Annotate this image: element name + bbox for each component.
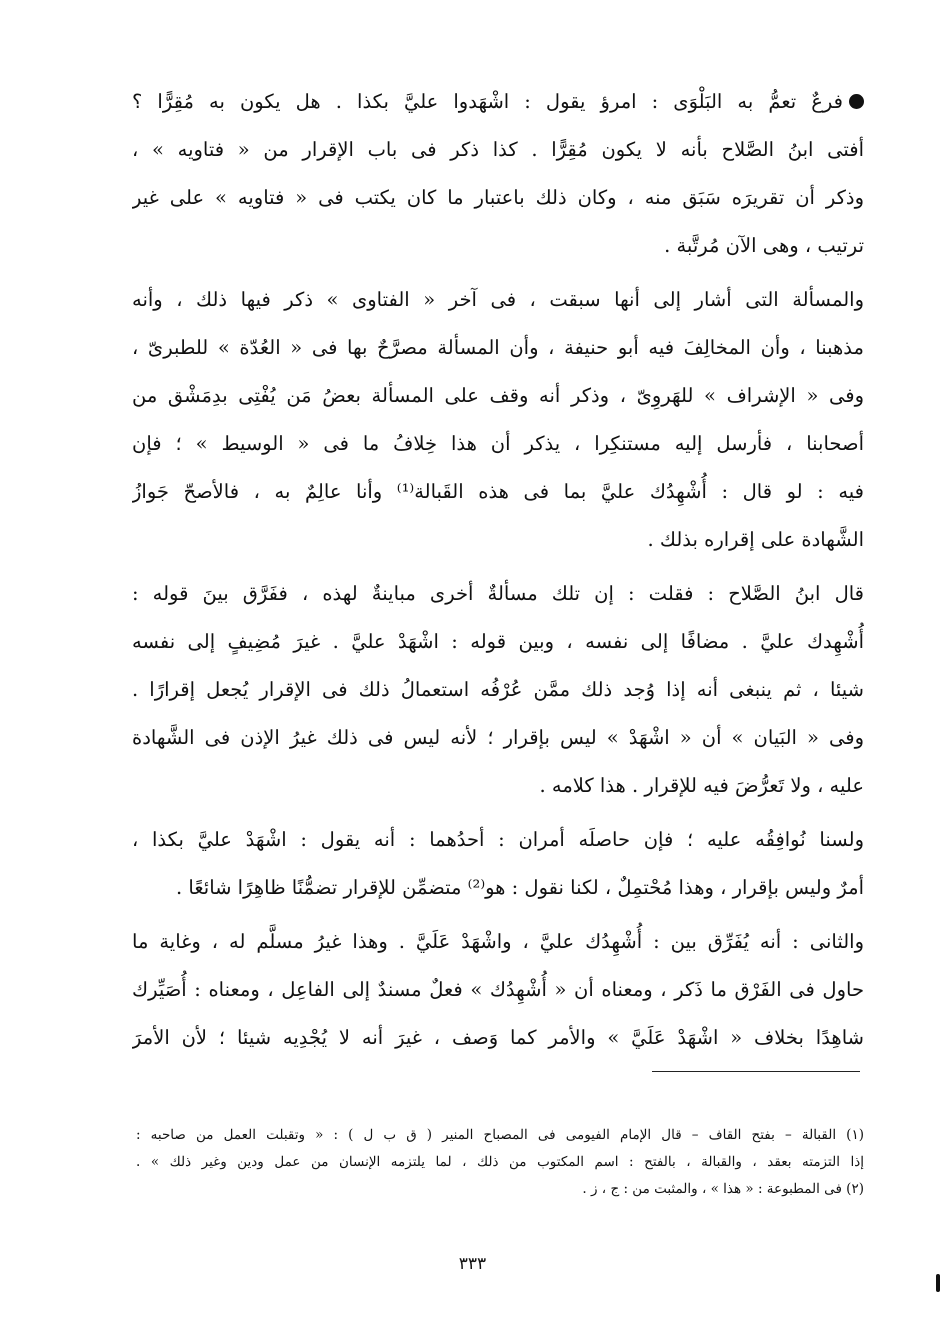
text-line: أُشْهِدك عليَّ . مضافًا إلى نفسه ، وبين قوله : اشْهَدْ عليَّ . غيرَ مُضِيفٍ إلى نفسه bbox=[132, 630, 864, 653]
footnote-line: (٢) فى المطبوعة : « هذا » ، والمثبت من : ج ، ز . bbox=[582, 1181, 864, 1197]
text-line: أصحابنا ، فأرسل إليه مستنكِرا ، يذكر أن هذا خِلافُ ما فى « الوسيط » ؛ فإن bbox=[132, 432, 864, 455]
footnotes bbox=[136, 1122, 864, 1203]
main-text bbox=[132, 78, 864, 1068]
text-line: وفى « الإشراف » للهَروِىّ ، وذكر أنه وقف على المسألة بعضُ مَن يُفْتِى بدِمَشْق من bbox=[132, 384, 864, 407]
footnote-line: (١) القبالة – بفتح القاف – قال الإمام الفيومى فى المصباح المنير ( ق ب ل ) : « وتقبلت العمل من صاحبه : bbox=[136, 1127, 864, 1143]
text-line: قال ابنُ الصَّلاح : فقلت : إن تلك مسألةٌ أخرى مباينةٌ لهذه ، ففَرَّق بينَ قوله : bbox=[132, 582, 864, 605]
text-line: والمسألة التى أشار إلى أنها سبقت ، فى آخر « الفتاوى » ذكر فيها ذلك ، وأنه bbox=[132, 288, 864, 311]
text-line: وذكر أن تقريرَه سَبَق منه ، وكان ذلك باعتبار ما كان يكتب فى « فتاويه » على غير bbox=[132, 186, 864, 209]
bullet-icon bbox=[849, 94, 864, 109]
text-line: والثانى : أنه يُفَرِّق بين : أُشْهِدُك عليَّ ، واشْهَدْ عَلَيَّ . وهذا غيرُ مسلَّم له ، وغاية ما bbox=[132, 930, 864, 953]
text-line: شاهِدًا بخلاف « اشْهَدْ عَلَيَّ » والأمر كما وَصف ، غيرَ أنه لا يُجْدِيه شيئا ؛ لأن الأمرَ bbox=[132, 1026, 864, 1049]
text-line: ولسنا نُوافِقُه عليه ؛ فإن حاصلَه أمران : أحدُهما : أنه يقول : اشْهَدْ عليَّ بكذا ، bbox=[132, 828, 864, 851]
paragraph-4 bbox=[132, 816, 864, 912]
text-line: فرعٌ تعمُّ به البَلْوَى : امرؤ يقول : اشْهَدوا عليَّ بكذا . هل يكون به مُقِرًّا ؟ bbox=[132, 78, 864, 126]
paragraph-5 bbox=[132, 918, 864, 1062]
text-line: ترتيب ، وهى الآن مُرتَّبة . bbox=[664, 234, 864, 257]
text-line: أفتى ابنُ الصَّلاح بأنه لا يكون مُقِرًّا . كذا ذكر فى باب الإقرار من « فتاويه » ، bbox=[132, 138, 864, 161]
paragraph-2 bbox=[132, 276, 864, 564]
scan-edge-mark bbox=[936, 1274, 940, 1292]
footnote-line: إذا التزمته بعقد ، والقبالة ، بالفتح : اسم المكتوب من ذلك ، لما يلتزمه الإنسان من عمل ودين وغير ذلك » . bbox=[136, 1154, 864, 1170]
page-number: ٣٣٣ bbox=[458, 1254, 487, 1274]
text-line: حاول فى الفَرْق ما ذَكر ، ومعناه أن « أُشْهِدُك » فعلٌ مسندٌ إلى الفاعِل ، ومعناه : أُصَيِّرك bbox=[132, 978, 864, 1001]
text-line: فيه : لو قال : أُشْهِدُك عليَّ بما فى هذه القَبالة⁽¹⁾ وأنا عالِمٌ به ، فالأصحّ جَوازُ bbox=[132, 480, 864, 503]
text-line: شيئا ، ثم ينبغى أنه إذا وُجد ذلك ممَّن عُرْفُه استعمالُ ذلك فى الإقرار يُجعل إقرارًا . bbox=[132, 678, 864, 701]
footnote-divider bbox=[652, 1071, 860, 1072]
paragraph-1 bbox=[132, 78, 864, 270]
text-line: الشَّهادة على إقراره بذلك . bbox=[647, 528, 864, 551]
paragraph-3 bbox=[132, 570, 864, 810]
text-line: مذهبنا ، وأن المخالِفَ فيه أبو حنيفة ، وأن المسألة مصرَّحٌ بها فى « العُدّة » للطبرىّ ، bbox=[132, 336, 864, 359]
text-line: عليه ، ولا تَعرُّضَ فيه للإقرار . هذا كلامه . bbox=[539, 774, 864, 797]
text-line: أمرٌ وليس بإقرار ، وهذا مُحْتمِلٌ ، لكنا نقول : هو⁽²⁾ متضمِّن للإقرار تضمُّنًا ظاهِرًا شائعًا . bbox=[176, 876, 864, 899]
text-line: وفى « البَيان » أن « اشْهَدْ » ليس بإقرار ؛ لأنه ليس فى ذلك غيرُ الإذن فى الشَّهادة bbox=[132, 726, 864, 749]
